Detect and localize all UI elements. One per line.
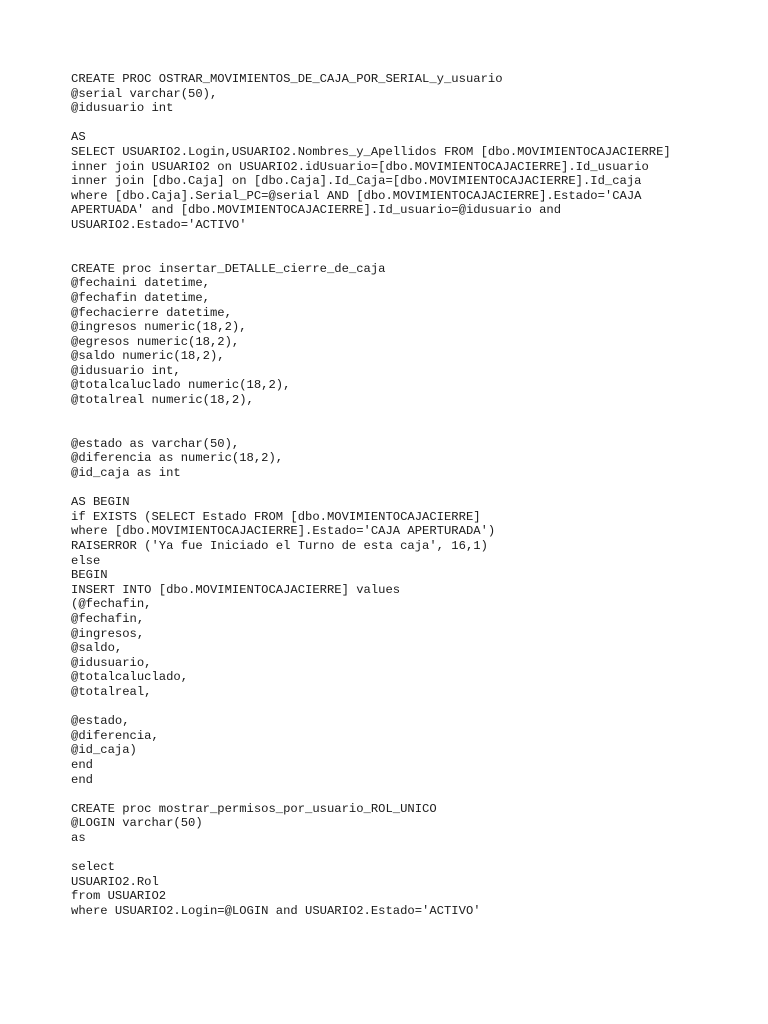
code-line: @ingresos numeric(18,2), xyxy=(71,320,247,335)
code-line: @id_caja) xyxy=(71,743,137,758)
code-line: @egresos numeric(18,2), xyxy=(71,334,240,349)
code-line: @id_caja as int xyxy=(71,466,181,481)
code-line: @ingresos, xyxy=(71,626,145,641)
code-line: SELECT USUARIO2.Login,USUARIO2.Nombres_y_Apellidos FROM [dbo.MOVIMIENTOCAJACIERRE] xyxy=(71,144,671,159)
code-line: where [dbo.MOVIMIENTOCAJACIERRE].Estado='CAJA APERTURADA') xyxy=(71,524,496,539)
code-line: @estado as varchar(50), xyxy=(71,436,240,451)
code-line: CREATE proc insertar_DETALLE_cierre_de_caja xyxy=(71,261,386,276)
code-line: @totalcaluclado numeric(18,2), xyxy=(71,378,291,393)
code-line: INSERT INTO [dbo.MOVIMIENTOCAJACIERRE] values xyxy=(71,582,401,597)
code-line: @estado, xyxy=(71,714,130,729)
code-line: @totalreal, xyxy=(71,684,152,699)
code-line: if EXISTS (SELECT Estado FROM [dbo.MOVIMIENTOCAJACIERRE] xyxy=(71,509,481,524)
code-line: APERTUADA' and [dbo.MOVIMIENTOCAJACIERRE].Id_usuario=@idusuario and xyxy=(71,203,562,218)
code-line: BEGIN xyxy=(71,568,108,583)
code-line: where [dbo.Caja].Serial_PC=@serial AND [dbo.MOVIMIENTOCAJACIERRE].Estado='CAJA xyxy=(71,188,642,203)
code-line xyxy=(71,845,751,860)
code-line: @saldo, xyxy=(71,641,123,656)
code-line: select xyxy=(71,860,115,875)
code-line: @fechaini datetime, xyxy=(71,276,210,291)
code-line: AS xyxy=(71,130,86,145)
code-line: else xyxy=(71,553,101,568)
code-line: from USUARIO2 xyxy=(71,889,167,904)
code-line: where USUARIO2.Login=@LOGIN and USUARIO2.Estado='ACTIVO' xyxy=(71,903,481,918)
code-line: CREATE proc mostrar_permisos_por_usuario_ROL_UNICO xyxy=(71,801,437,816)
code-line: AS BEGIN xyxy=(71,495,130,510)
code-line xyxy=(71,481,751,496)
code-line: inner join USUARIO2 on USUARIO2.idUsuario=[dbo.MOVIMIENTOCAJACIERRE].Id_usuario xyxy=(71,159,649,174)
code-line: inner join [dbo.Caja] on [dbo.Caja].Id_Caja=[dbo.MOVIMIENTOCAJACIERRE].Id_caja xyxy=(71,174,642,189)
code-line: @diferencia as numeric(18,2), xyxy=(71,451,284,466)
code-line: @fechafin, xyxy=(71,611,145,626)
code-line: @totalreal numeric(18,2), xyxy=(71,393,254,408)
code-line xyxy=(71,700,751,715)
code-line xyxy=(71,787,751,802)
code-line: CREATE PROC OSTRAR_MOVIMIENTOS_DE_CAJA_POR_SERIAL_y_usuario xyxy=(71,72,503,86)
code-line: @diferencia, xyxy=(71,728,159,743)
code-line xyxy=(71,408,751,423)
code-line: @idusuario int, xyxy=(71,363,181,378)
code-line: USUARIO2.Rol xyxy=(71,874,159,889)
code-line: @fechafin datetime, xyxy=(71,290,210,305)
code-line xyxy=(71,233,751,248)
code-line: @fechacierre datetime, xyxy=(71,305,232,320)
code-line: @LOGIN varchar(50) xyxy=(71,816,203,831)
code-line: end xyxy=(71,757,93,772)
code-line: USUARIO2.Estado='ACTIVO' xyxy=(71,217,247,232)
code-line: as xyxy=(71,830,86,845)
code-line: @idusuario int xyxy=(71,101,174,116)
code-line xyxy=(71,247,751,262)
code-line: @saldo numeric(18,2), xyxy=(71,349,225,364)
code-line xyxy=(71,116,751,131)
code-line: @totalcaluclado, xyxy=(71,670,189,685)
code-line: RAISERROR ('Ya fue Iniciado el Turno de esta caja', 16,1) xyxy=(71,539,488,553)
code-line: @serial varchar(50), xyxy=(71,86,218,101)
document-page xyxy=(71,72,751,918)
code-line: @idusuario, xyxy=(71,655,152,670)
code-line: end xyxy=(71,772,93,787)
code-line: (@fechafin, xyxy=(71,597,152,612)
code-line xyxy=(71,422,751,437)
